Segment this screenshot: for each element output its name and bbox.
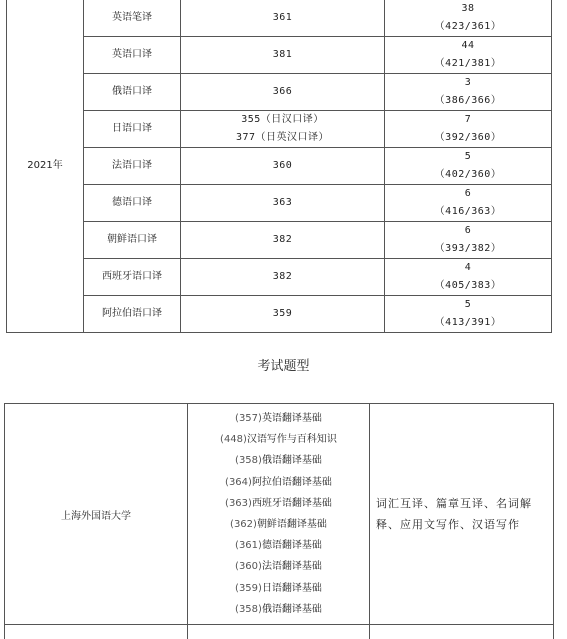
subject-code: (358): [235, 603, 262, 615]
ratio-detail: （386/366）: [434, 95, 502, 106]
score-row: [7, 74, 552, 111]
score-cell: [181, 259, 385, 296]
subject-name: 朝鲜语翻译基础: [256, 519, 327, 531]
subject-name: 法语翻译基础: [261, 561, 322, 573]
score-line: 359: [272, 308, 293, 319]
score-cell: [181, 148, 385, 185]
score-cell: [181, 185, 385, 222]
score-line: 363: [272, 197, 293, 208]
score-row: [7, 148, 552, 185]
major-cell: 法语口译: [84, 148, 181, 185]
score-row: [7, 37, 552, 74]
subject-code: (361): [235, 540, 262, 552]
ratio-cell: [385, 185, 552, 222]
ratio-count: 44: [461, 40, 475, 51]
subject-name: 英语翻译基础: [261, 413, 322, 424]
question-types: 词汇互译、篇章互译、名词解释、应用文写作、汉语写作: [370, 404, 554, 625]
major-cell: 英语口译: [84, 37, 181, 74]
score-line: 361: [272, 11, 293, 23]
subject-name: 俄语翻译基础: [261, 455, 322, 467]
ratio-detail: （416/363）: [434, 206, 502, 217]
year-cell: 2021年: [7, 0, 84, 333]
ratio-detail: （421/381）: [434, 58, 502, 69]
ratio-cell: [385, 37, 552, 74]
score-line: 355（日汉口译）: [241, 114, 324, 125]
subject-item: [188, 429, 369, 450]
subject-item: [188, 535, 369, 556]
ratio-cell: [385, 111, 552, 148]
score-cell: [181, 296, 385, 333]
score-cell: [181, 37, 385, 74]
score-line: 366: [272, 86, 293, 97]
score-line: 382: [272, 271, 293, 282]
ratio-count: 7: [464, 114, 472, 125]
major-cell: 英语笔译: [84, 0, 181, 37]
ratio-cell: [385, 296, 552, 333]
subject-item: [188, 493, 369, 514]
major-cell: 俄语口译: [84, 74, 181, 111]
ratio-detail: （392/360）: [434, 132, 502, 143]
subject-item: [188, 556, 369, 577]
score-cell: [181, 74, 385, 111]
ratio-count: 3: [464, 77, 472, 88]
ratio-detail: （405/383）: [434, 280, 502, 291]
score-row: [7, 222, 552, 259]
ratio-count: 6: [464, 188, 472, 199]
ratio-detail: （393/382）: [434, 243, 502, 254]
ratio-detail: （413/391）: [434, 317, 502, 328]
subject-name: 日语翻译基础: [261, 582, 322, 594]
ratio-cell: [385, 222, 552, 259]
subject-item: [188, 599, 369, 620]
subject-code: (360): [235, 561, 262, 573]
subject-item: [188, 472, 369, 493]
score-cell: [181, 222, 385, 259]
major-cell: 日语口译: [84, 111, 181, 148]
score-row: [7, 185, 552, 222]
subject-code: (448): [220, 434, 247, 446]
subject-code: (362): [230, 519, 257, 531]
major-cell: 德语口译: [84, 185, 181, 222]
score-line: 381: [272, 49, 293, 60]
subject-name: 汉语写作与百科知识: [246, 434, 337, 446]
score-row: [7, 111, 552, 148]
subject-name: 阿拉伯语翻译基础: [251, 476, 332, 488]
subject-code: (363): [225, 497, 252, 509]
score-cell: [181, 0, 385, 37]
score-line: 360: [272, 160, 293, 171]
school-name: 上海外国语大学: [5, 404, 188, 625]
score-row: [7, 259, 552, 296]
exam-type-row: [5, 404, 554, 625]
ratio-detail: （402/360）: [434, 169, 502, 180]
next-row-edge: [4, 625, 554, 639]
major-cell: 阿拉伯语口译: [84, 296, 181, 333]
ratio-count: 6: [464, 225, 472, 236]
ratio-cell: [385, 74, 552, 111]
major-cell: 朝鲜语口译: [84, 222, 181, 259]
subject-code: (359): [235, 582, 262, 594]
ratio-detail: （423/361）: [434, 20, 502, 32]
subject-item: [188, 450, 369, 471]
subject-item: [188, 578, 369, 599]
score-cell: [181, 111, 385, 148]
subject-name: 德语翻译基础: [261, 540, 322, 552]
subject-list: [188, 404, 370, 625]
score-table: [6, 0, 552, 333]
exam-type-table: [4, 403, 554, 625]
subject-code: (358): [235, 455, 262, 467]
ratio-count: 4: [464, 262, 472, 273]
ratio-count: 5: [464, 299, 472, 310]
score-row: [7, 296, 552, 333]
subject-name: 西班牙语翻译基础: [251, 497, 332, 509]
subject-item: [188, 408, 369, 429]
ratio-cell: [385, 0, 552, 37]
subject-code: (357): [235, 413, 262, 424]
ratio-count: 38: [461, 2, 475, 14]
score-line: 382: [272, 234, 293, 245]
section-title: 考试题型: [257, 359, 310, 374]
ratio-count: 5: [464, 151, 472, 162]
score-row: [7, 0, 552, 37]
score-line: 377（日英汉口译）: [235, 132, 330, 143]
subject-code: (364): [225, 476, 252, 488]
subject-name: 俄语翻译基础: [261, 603, 322, 615]
ratio-cell: [385, 148, 552, 185]
ratio-cell: [385, 259, 552, 296]
subject-item: [188, 514, 369, 535]
major-cell: 西班牙语口译: [84, 259, 181, 296]
